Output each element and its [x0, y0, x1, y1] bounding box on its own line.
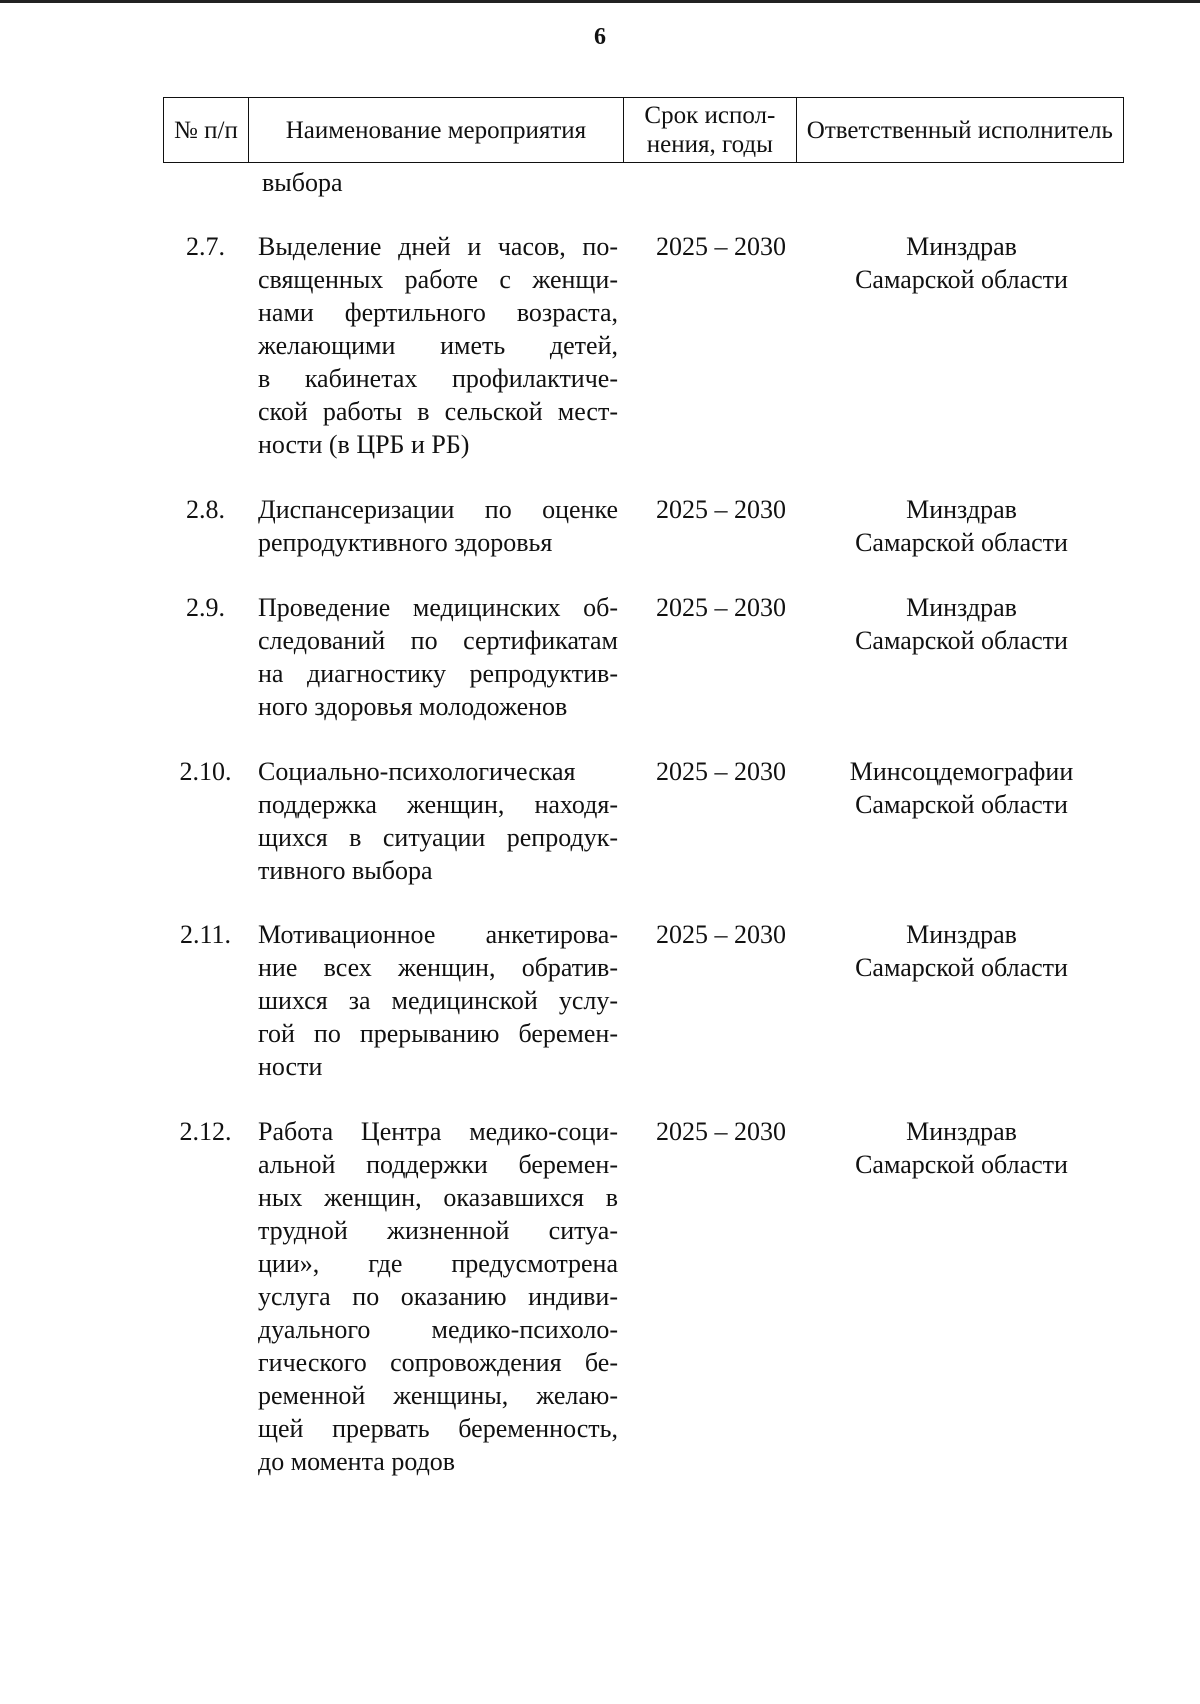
row-activity-name	[258, 493, 618, 559]
row-number: 2.9.	[186, 593, 225, 622]
activity-name-line: щихся в ситуации репродук-	[258, 823, 618, 852]
activity-name-line: Социально-психологическая	[258, 757, 576, 786]
responsible-line: Минздрав	[906, 232, 1017, 261]
activity-name-line: Мотивационное анкетирова-	[258, 920, 618, 949]
responsible-line: Самарской области	[855, 953, 1068, 982]
row-number: 2.10.	[179, 757, 232, 786]
responsible-line: Самарской области	[855, 1150, 1068, 1179]
responsible-line: Самарской области	[855, 626, 1068, 655]
row-responsible	[798, 755, 1125, 821]
row-term: 2025 – 2030	[656, 232, 786, 261]
activity-name-line: поддержка женщин, находя-	[258, 790, 618, 819]
activity-name-line: ных женщин, оказавшихся в	[258, 1183, 618, 1212]
row-activity-name	[258, 230, 618, 461]
row-number: 2.12.	[179, 1117, 232, 1146]
header-activity-name: Наименование мероприятия	[249, 98, 624, 162]
activity-name-line: тивного выбора	[258, 856, 433, 885]
responsible-line: Минздрав	[906, 593, 1017, 622]
header-term: Срок испол-нения, годы	[624, 98, 797, 162]
row-responsible	[798, 230, 1125, 296]
page-number: 6	[594, 24, 606, 50]
activity-name-line: ременной женщины, желаю-	[258, 1381, 618, 1410]
activity-name-line: гического сопровождения бе-	[258, 1348, 618, 1377]
activity-name-line: ции», где предусмотрена	[258, 1249, 618, 1278]
row-responsible	[798, 918, 1125, 984]
row-term: 2025 – 2030	[656, 593, 786, 622]
activity-name-line: трудной жизненной ситуа-	[258, 1216, 618, 1245]
activity-name-line: дуального медико-психоло-	[258, 1315, 618, 1344]
row-term: 2025 – 2030	[656, 1117, 786, 1146]
responsible-line: Минсоцдемографии	[849, 757, 1074, 786]
responsible-line: Минздрав	[906, 920, 1017, 949]
row-activity-name	[258, 918, 618, 1083]
row-number: 2.8.	[186, 495, 225, 524]
activity-name-line: ние всех женщин, обратив-	[258, 953, 618, 982]
row-responsible	[798, 493, 1125, 559]
activity-name-line: желающими иметь детей,	[258, 331, 618, 360]
responsible-line: Самарской области	[855, 265, 1068, 294]
activity-name-line: гой по прерыванию беремен-	[258, 1019, 618, 1048]
page-top-edge	[0, 0, 1200, 3]
row-number: 2.11.	[179, 920, 232, 949]
activity-name-line: репродуктивного здоровья	[258, 528, 553, 557]
activity-name-line: ности (в ЦРБ и РБ)	[258, 430, 470, 459]
activity-name-line: на диагностику репродуктив-	[258, 659, 618, 688]
activity-name-line: альной поддержки беремен-	[258, 1150, 618, 1179]
row-activity-name	[258, 755, 618, 887]
header-number: № п/п	[164, 98, 249, 162]
activity-name-line: Работа Центра медико-соци-	[258, 1117, 618, 1146]
responsible-line: Минздрав	[906, 495, 1017, 524]
activity-name-line: щей прервать беременность,	[258, 1414, 618, 1443]
row-term: 2025 – 2030	[656, 495, 786, 524]
activity-name-line: следований по сертификатам	[258, 626, 618, 655]
activity-name-line: шихся за медицинской услу-	[258, 986, 618, 1015]
row-term: 2025 – 2030	[656, 920, 786, 949]
row-responsible	[798, 1115, 1125, 1181]
responsible-line: Самарской области	[855, 528, 1068, 557]
continuation-text: выбора	[262, 168, 343, 197]
activity-name-line: Выделение дней и часов, по-	[258, 232, 618, 261]
activity-name-line: нами фертильного возраста,	[258, 298, 618, 327]
activity-name-line: ской работы в сельской мест-	[258, 397, 618, 426]
activity-name-line: ного здоровья молодоженов	[258, 692, 568, 721]
row-activity-name	[258, 1115, 618, 1478]
activity-name-line: ности	[258, 1052, 323, 1081]
responsible-line: Минздрав	[906, 1117, 1017, 1146]
activity-name-line: священных работе с женщи-	[258, 265, 618, 294]
row-activity-name	[258, 591, 618, 723]
row-responsible	[798, 591, 1125, 657]
activity-name-line: Диспансеризации по оценке	[258, 495, 618, 524]
activity-name-line: услуга по оказанию индиви-	[258, 1282, 618, 1311]
table-header	[163, 97, 1124, 163]
activity-name-line: в кабинетах профилактиче-	[258, 364, 618, 393]
header-responsible: Ответственный исполнитель	[806, 116, 1113, 144]
row-term: 2025 – 2030	[656, 757, 786, 786]
row-number: 2.7.	[186, 232, 225, 261]
responsible-line: Самарской области	[855, 790, 1068, 819]
activity-name-line: Проведение медицинских об-	[258, 593, 618, 622]
activity-name-line: до момента родов	[258, 1447, 456, 1476]
